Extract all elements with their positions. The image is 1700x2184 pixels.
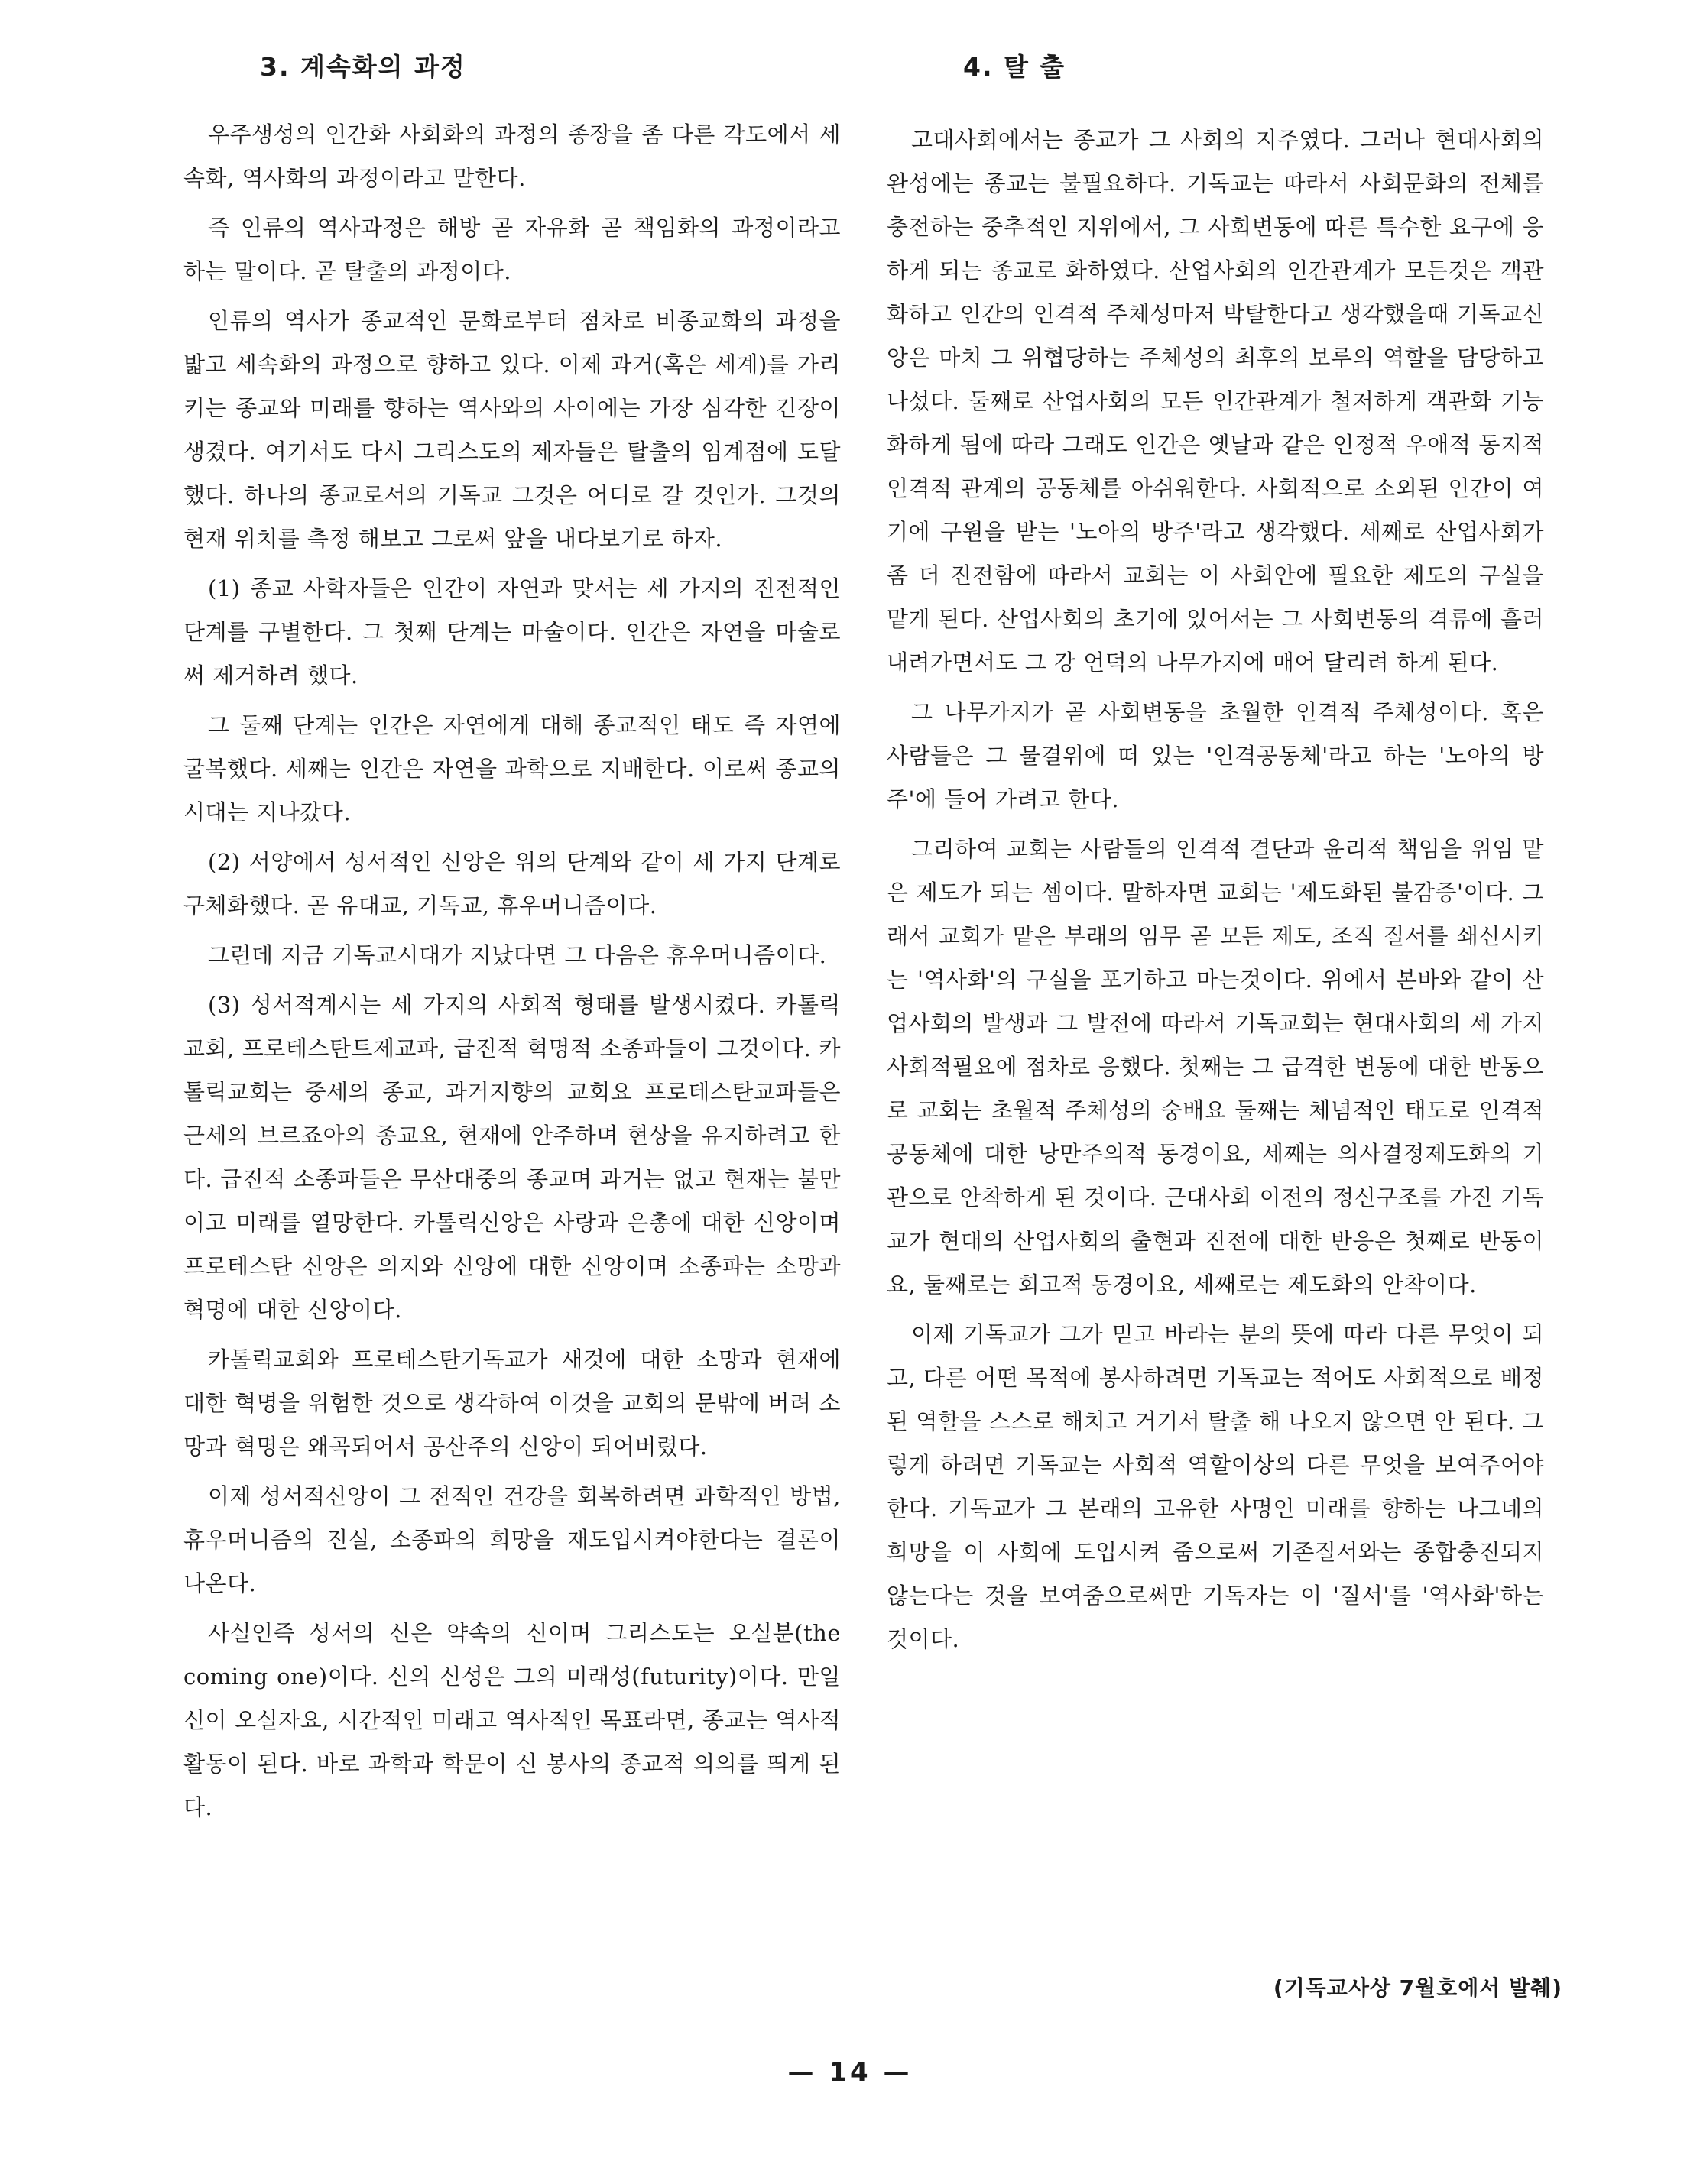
- paragraph: 이제 기독교가 그가 믿고 바라는 분의 뜻에 따라 다른 무엇이 되고, 다른 어떤 목적에 봉사하려면 기독교는 적어도 사회적으로 배정된 역할을 스스로 해치고 거기서 탈출 해 나오지 않으면 안 된다. 그렇게 하려면 기독교는 사회적 역할이상의 다른 무엇을 보여주어야 한다. 기독교가 그 본래의 고유한 사명인 미래를 향하는 나그네의 희망을 이 사회에 도입시켜 줌으로써 기존질서와는 종합충진되지 않는다는 것을 보여줌으로써만 기독자는 이 '질서'를 '역사화'하는 것이다.: [887, 1321, 1544, 1652]
- paragraph: 그 나무가지가 곧 사회변동을 초월한 인격적 주체성이다. 혹은 사람들은 그 물결위에 떠 있는 '인격공동체'라고 하는 '노아의 방주'에 들어 가려고 한다.: [887, 699, 1544, 812]
- section-heading-4: 4. 탈 출: [963, 52, 1066, 82]
- right-column-body: [887, 118, 1544, 1667]
- paragraph: (1) 종교 사학자들은 인간이 자연과 맞서는 세 가지의 진전적인 단계를 구별한다. 그 첫째 단계는 마술이다. 인간은 자연을 마술로써 제거하려 했다.: [183, 575, 841, 689]
- left-column-body: [183, 113, 841, 1836]
- paragraph: 이제 성서적신앙이 그 전적인 건강을 회복하려면 과학적인 방법, 휴우머니즘의 진실, 소종파의 희망을 재도입시켜야한다는 결론이 나온다.: [183, 1483, 841, 1596]
- paragraph: 그 둘째 단계는 인간은 자연에게 대해 종교적인 태도 즉 자연에 굴복했다. 세째는 인간은 자연을 과학으로 지배한다. 이로써 종교의 시대는 지나갔다.: [183, 712, 841, 825]
- source-citation: (기독교사상 7월호에서 발췌): [1273, 1975, 1562, 2001]
- paragraph: 사실인즉 성서의 신은 약속의 신이며 그리스도는 오실분(the coming one)이다. 신의 신성은 그의 미래성(futurity)이다. 만일 신이 오실자요, 시간적인 미래고 역사적인 목표라면, 종교는 역사적활동이 된다. 바로 과학과 학문이 신 봉사의 종교적 의의를 띄게 된다.: [183, 1620, 841, 1820]
- paragraph: (2) 서양에서 성서적인 신앙은 위의 단계와 같이 세 가지 단계로 구체화했다. 곧 유대교, 기독교, 휴우머니즘이다.: [183, 849, 841, 919]
- paragraph: 인류의 역사가 종교적인 문화로부터 점차로 비종교화의 과정을 밟고 세속화의 과정으로 향하고 있다. 이제 과거(혹은 세계)를 가리키는 종교와 미래를 향하는 역사와의 사이에는 가장 심각한 긴장이 생겼다. 여기서도 다시 그리스도의 제자들은 탈출의 임계점에 도달했다. 하나의 종교로서의 기독교 그것은 어디로 갈 것인가. 그것의 현재 위치를 측정 해보고 그로써 앞을 내다보기로 하자.: [183, 308, 841, 552]
- section-heading-3: 3. 계속화의 과정: [260, 52, 466, 82]
- paragraph: 고대사회에서는 종교가 그 사회의 지주였다. 그러나 현대사회의 완성에는 종교는 불필요하다. 기독교는 따라서 사회문화의 전체를 충전하는 중추적인 지위에서, 그 사회변동에 따른 특수한 요구에 응하게 되는 종교로 화하였다. 산업사회의 인간관계가 모든것은 객관화하고 인간의 인격적 주체성마저 박탈한다고 생각했을때 기독교신앙은 마치 그 위협당하는 주체성의 최후의 보루의 역할을 담당하고 나섰다. 둘째로 산업사회의 모든 인간관계가 철저하게 객관화 기능화하게 됨에 따라 그래도 인간은 옛날과 같은 인정적 우애적 동지적 인격적 관계의 공동체를 아쉬워한다. 사회적으로 소외된 인간이 여기에 구원을 받는 '노아의 방주'라고 생각했다. 세째로 산업사회가 좀 더 진전함에 따라서 교회는 이 사회안에 필요한 제도의 구실을 맡게 된다. 산업사회의 초기에 있어서는 그 사회변동의 격류에 흘러 내려가면서도 그 강 언덕의 나무가지에 매어 달리려 하게 된다.: [887, 127, 1544, 676]
- paragraph: 그리하여 교회는 사람들의 인격적 결단과 윤리적 책임을 위임 맡은 제도가 되는 셈이다. 말하자면 교회는 '제도화된 불감증'이다. 그래서 교회가 맡은 부래의 임무 곧 모든 제도, 조직 질서를 쇄신시키는 '역사화'의 구실을 포기하고 마는것이다. 위에서 본바와 같이 산업사회의 발생과 그 발전에 따라서 기독교회는 현대사회의 세 가지 사회적필요에 점차로 응했다. 첫째는 그 급격한 변동에 대한 반동으로 교회는 초월적 주체성의 숭배요 둘째는 체념적인 태도로 인격적 공동체에 대한 낭만주의적 동경이요, 세째는 의사결정제도화의 기관으로 안착하게 된 것이다. 근대사회 이전의 정신구조를 가진 기독교가 현대의 산업사회의 출현과 진전에 대한 반응은 첫째로 반동이요, 둘째로는 회고적 동경이요, 세째로는 제도화의 안착이다.: [887, 836, 1544, 1298]
- paragraph: (3) 성서적계시는 세 가지의 사회적 형태를 발생시켰다. 카톨릭교회, 프로테스탄트제교파, 급진적 혁명적 소종파들이 그것이다. 카톨릭교회는 중세의 종교, 과거지향의 교회요 프로테스탄교파들은 근세의 브르죠아의 종교요, 현재에 안주하며 현상을 유지하려고 한다. 급진적 소종파들은 무산대중의 종교며 과거는 없고 현재는 불만이고 미래를 열망한다. 카톨릭신앙은 사랑과 은총에 대한 신앙이며 프로테스탄 신앙은 의지와 신앙에 대한 신앙이며 소종파는 소망과 혁명에 대한 신앙이다.: [183, 992, 841, 1323]
- paragraph: 카톨릭교회와 프로테스탄기독교가 새것에 대한 소망과 현재에 대한 혁명을 위험한 것으로 생각하여 이것을 교회의 문밖에 버려 소망과 혁명은 왜곡되어서 공산주의 신앙이 되어버렸다.: [183, 1346, 841, 1460]
- paragraph: 우주생성의 인간화 사회화의 과정의 종장을 좀 다른 각도에서 세속화, 역사화의 과정이라고 말한다.: [183, 122, 841, 191]
- paragraph: 즉 인류의 역사과정은 해방 곧 자유화 곧 책임화의 과정이라고 하는 말이다. 곧 탈출의 과정이다.: [183, 215, 841, 284]
- paragraph: 그런데 지금 기독교시대가 지났다면 그 다음은 휴우머니즘이다.: [208, 942, 827, 968]
- page-number: — 14 —: [787, 2057, 913, 2088]
